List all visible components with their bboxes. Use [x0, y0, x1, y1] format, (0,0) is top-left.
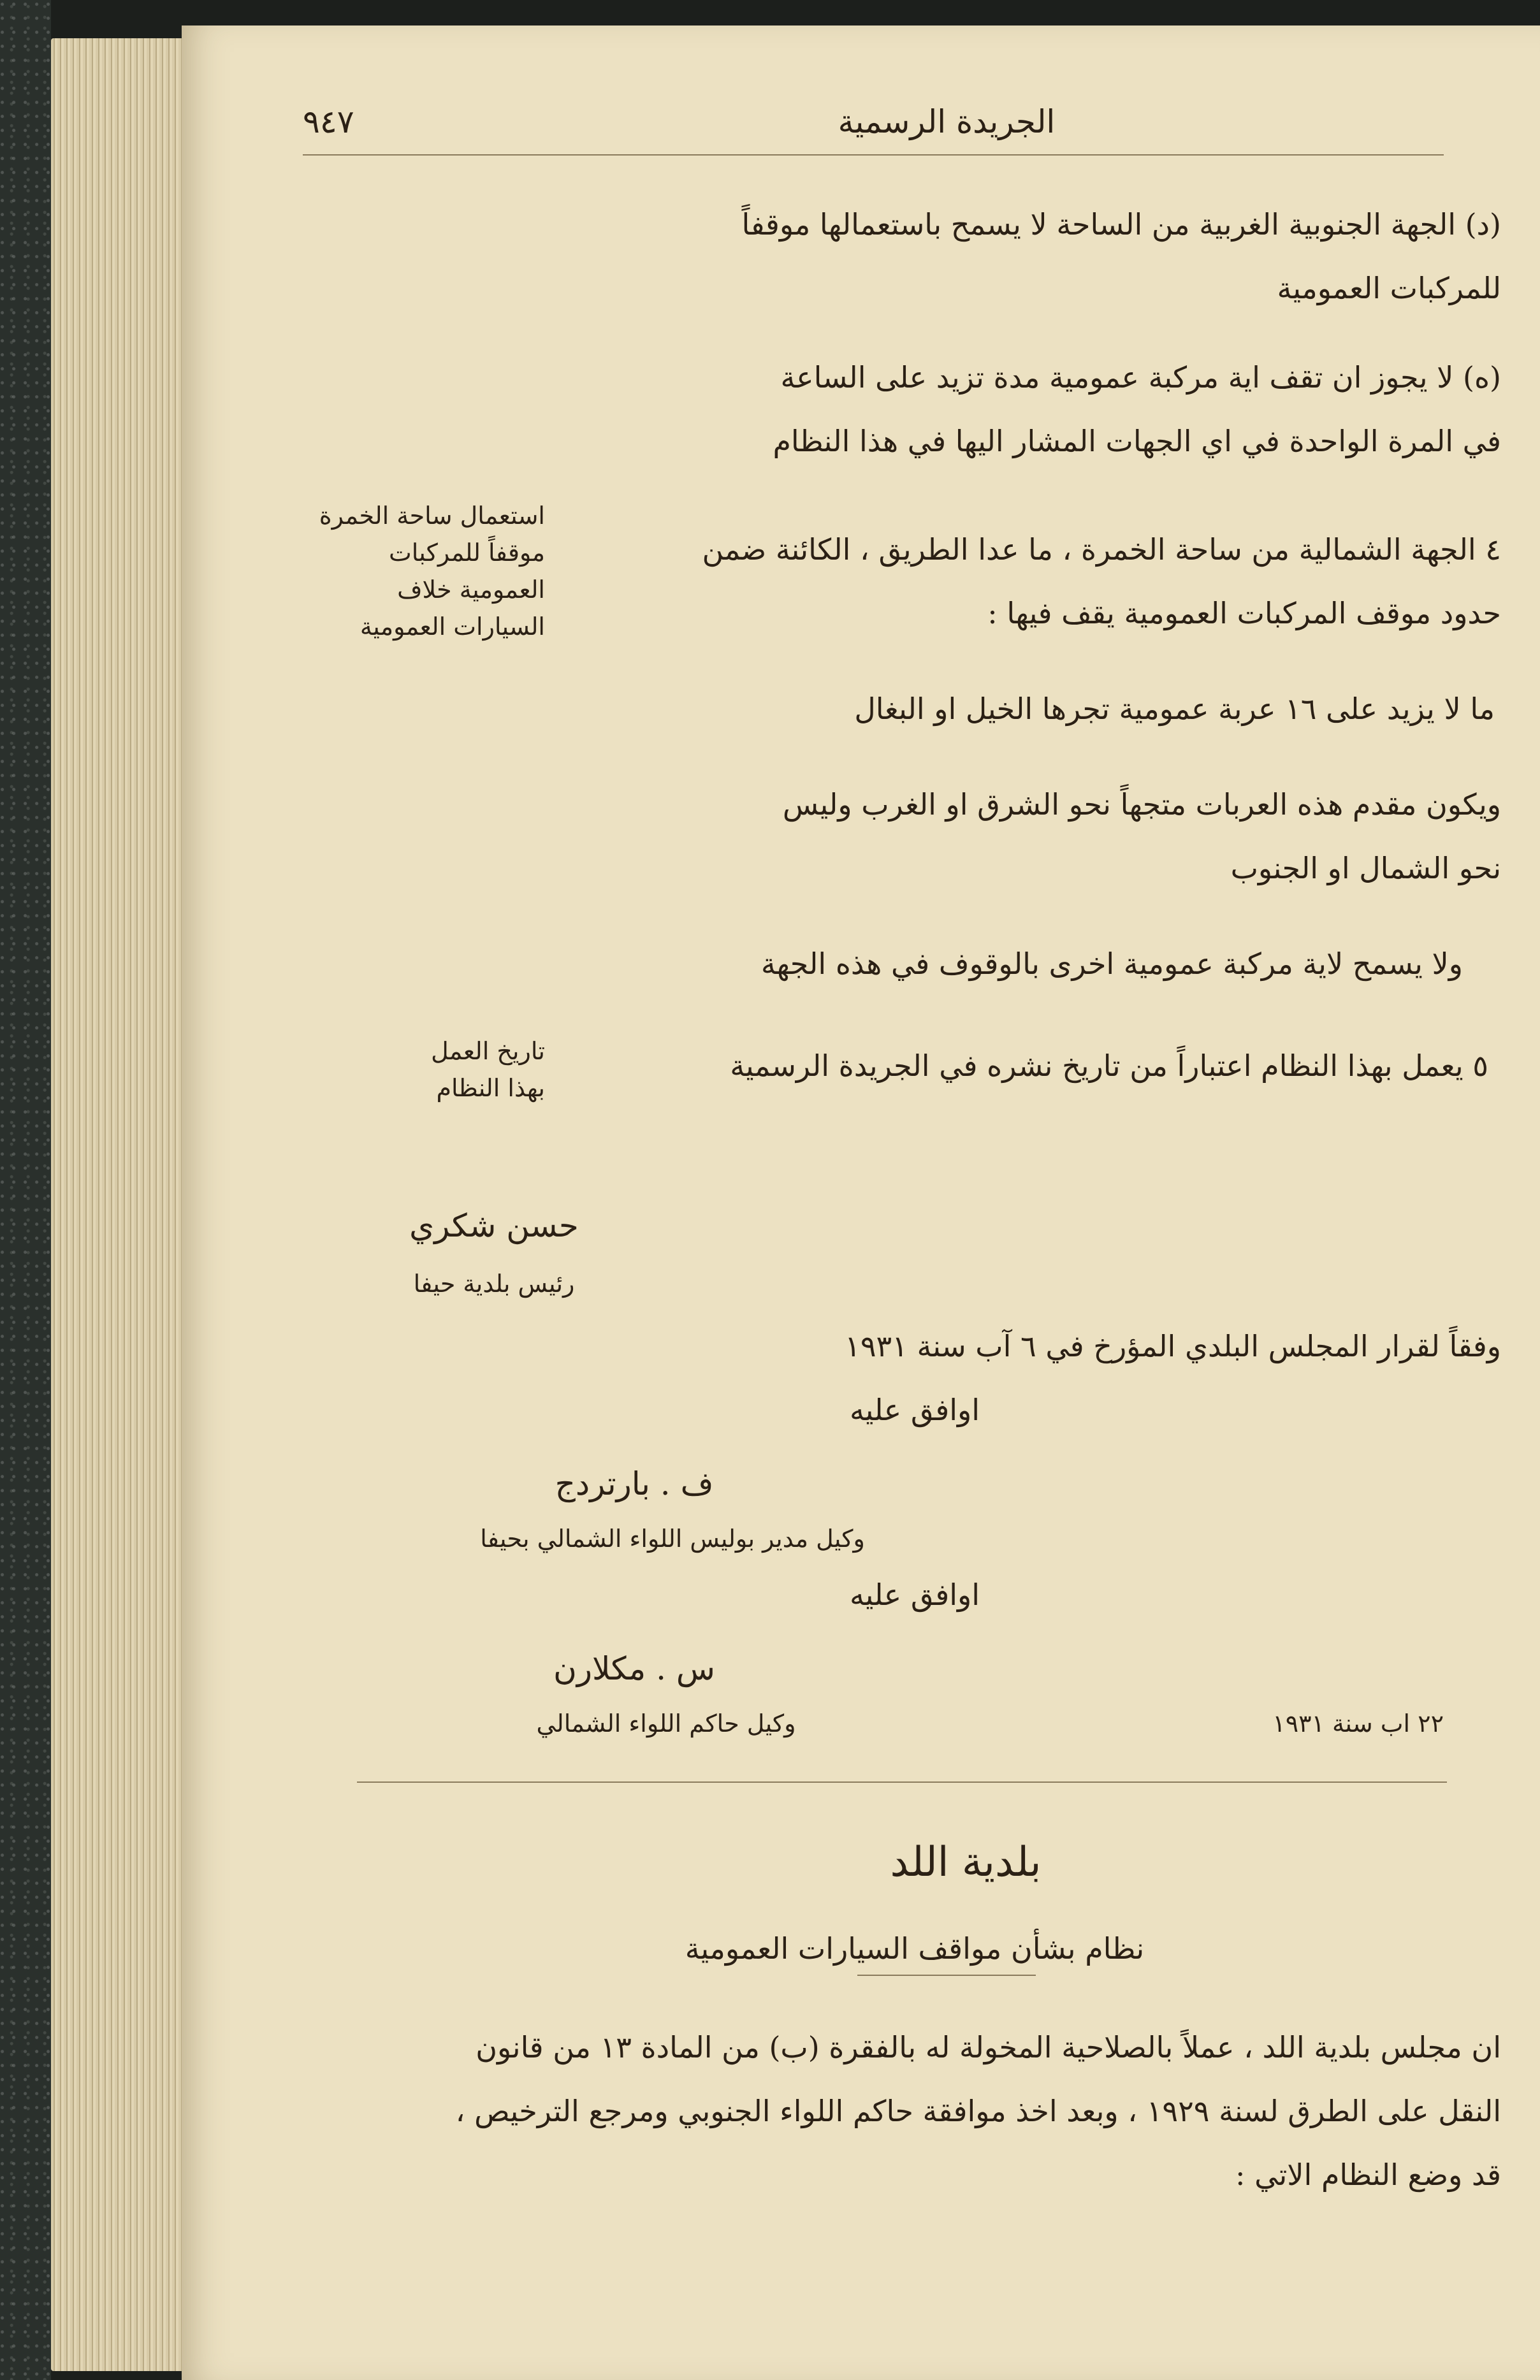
item5-line1: ٥ يعمل بهذا النظام اعتباراً من تاريخ نشره في الجريدة الرسمية [730, 1049, 1488, 1083]
item-h-line1: (ه) لا يجوز ان تقف اية مركبة عمومية مدة تزيد على الساعة [780, 360, 1501, 395]
page-edges [51, 38, 182, 2371]
signer1-name: حسن شكري [409, 1207, 579, 1244]
section-divider [357, 1781, 1447, 1783]
signer1-title: رئيس بلدية حيفا [413, 1270, 575, 1298]
approve-2: اوافق عليه [850, 1578, 980, 1612]
item4-line4: ويكون مقدم هذه العربات متجهاً نحو الشرق او الغرب وليس [782, 787, 1501, 822]
document-date: ٢٢ اب سنة ١٩٣١ [1272, 1709, 1444, 1738]
item4-line1: ٤ الجهة الشمالية من ساحة الخمرة ، ما عدا الطريق ، الكائنة ضمن [702, 532, 1501, 567]
header-rule [303, 154, 1444, 156]
section2-para-line2: النقل على الطرق لسنة ١٩٢٩ ، وبعد اخذ موافقة حاكم اللواء الجنوبي ومرجع الترخيص ، [455, 2094, 1501, 2128]
side-note-line: العمومية خلاف [397, 576, 545, 604]
item4-line2: حدود موقف المركبات العمومية يقف فيها : [987, 596, 1501, 630]
section2-title: بلدية اللد [890, 1839, 1042, 1886]
section2-para-line3: قد وضع النظام الاتي : [1235, 2158, 1501, 2192]
side-note-line: تاريخ العمل [431, 1037, 545, 1065]
signer2-title: وكيل مدير بوليس اللواء الشمالي بحيفا [480, 1525, 865, 1553]
council-decision: وفقاً لقرار المجلس البلدي المؤرخ في ٦ آب سنة ١٩٣١ [845, 1329, 1501, 1363]
document-page [182, 25, 1540, 2380]
item-h-line2: في المرة الواحدة في اي الجهات المشار اليها في هذا النظام [773, 424, 1501, 458]
side-note-line: موقفاً للمركبات [388, 539, 545, 567]
item-d-line2: للمركبات العمومية [1277, 271, 1501, 305]
side-note-parking [319, 497, 545, 645]
side-note-effective-date [341, 1033, 545, 1107]
approve-1: اوافق عليه [850, 1393, 980, 1427]
side-note-line: بهذا النظام [436, 1074, 545, 1102]
journal-title: الجريدة الرسمية [838, 103, 1056, 140]
item4-line3: ما لا يزيد على ١٦ عربة عمومية تجرها الخيل او البغال [854, 692, 1495, 726]
signer3-title: وكيل حاكم اللواء الشمالي [536, 1709, 796, 1738]
section2-para-line1: ان مجلس بلدية اللد ، عملاً بالصلاحية المخولة له بالفقرة (ب) من المادة ١٣ من قانون [476, 2030, 1501, 2064]
side-note-line: السيارات العمومية [360, 613, 545, 641]
item-d-line1: (د) الجهة الجنوبية الغربية من الساحة لا يسمح باستعمالها موقفاً [741, 207, 1501, 242]
item4-line6: ولا يسمح لاية مركبة عمومية اخرى بالوقوف في هذه الجهة [760, 947, 1463, 981]
page-number: ٩٤٧ [303, 103, 354, 140]
item4-line5: نحو الشمال او الجنوب [1230, 851, 1501, 885]
book-cover [0, 0, 51, 2380]
side-note-line: استعمال ساحة الخمرة [319, 502, 545, 530]
signer2-name: ف . بارتردج [555, 1465, 714, 1502]
subtitle-rule [857, 1975, 1036, 1976]
section2-subtitle: نظام بشأن مواقف السيارات العمومية [685, 1931, 1145, 1966]
signer3-name: س . مكلارن [553, 1650, 715, 1687]
